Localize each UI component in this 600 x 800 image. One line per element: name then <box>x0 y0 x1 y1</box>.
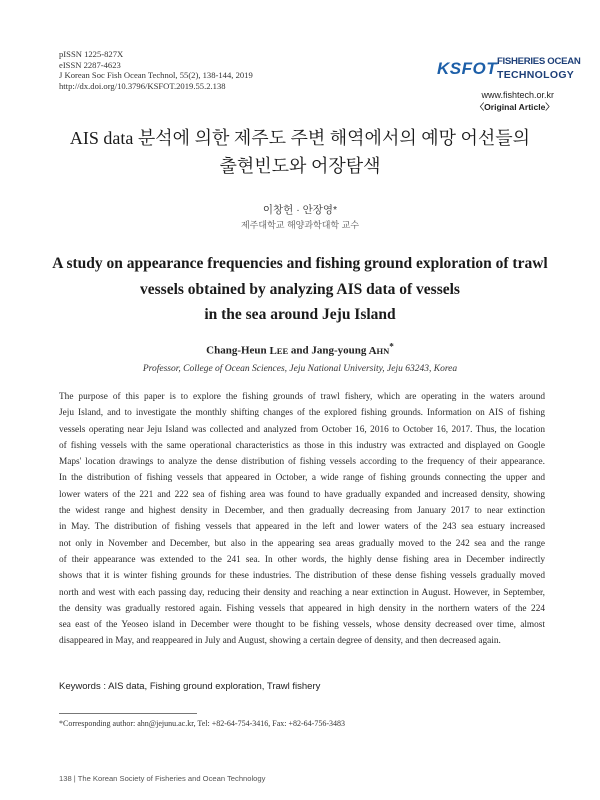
abstract-line: disappeared in May, and reappeared in July and August, showing a certain degree of density, and then decreased again. <box>59 636 501 647</box>
author-1-family-name: LEE <box>269 344 289 357</box>
logo-abbr: KSFOT <box>437 59 498 78</box>
abstract-line: not only in November and December, but also in the appearing sea areas gradually moved to the 242 sea and the range <box>59 538 545 549</box>
page-footer: 138 | The Korean Society of Fisheries and Ocean Technology <box>59 774 266 783</box>
korean-title-line-2: 출현빈도와 어장탐색 <box>219 156 381 176</box>
citation: J Korean Soc Fish Ocean Technol, 55(2), 138-144, 2019 <box>59 70 253 81</box>
abstract-line: Maps' location drawings to analyze the dense distribution of fishing vessels according to the frequency of their appearance. <box>59 457 545 468</box>
pissn: pISSN 1225-827X <box>59 49 124 59</box>
abstract-line: Jeju Island, and to investigate the monthly shifting changes of the explored fishing grounds. Information on AIS of fishing <box>59 408 545 419</box>
article-type: 〈Original Article〉 <box>475 102 554 112</box>
doi-link[interactable]: http://dx.doi.org/10.3796/KSFOT.2019.55.2.138 <box>59 80 226 91</box>
corresponding-author-footnote: *Corresponding author: ahn@jejunu.ac.kr, Tel: +82-64-754-3416, Fax: +82-64-756-3483 <box>59 719 345 728</box>
abstract-line: the density was gradually restored again. Fishing vessels that appeared in high density in the northern waters of the 224 <box>59 603 545 614</box>
authors-conjunction: and <box>290 344 309 357</box>
journal-metadata <box>59 49 253 91</box>
abstract-line: of fishing vessels with the same operational characteristics as those in this industry was extracted and displayed on Google <box>59 440 545 451</box>
author-2-family-name: AHN* <box>368 341 394 357</box>
english-title-line-1: A study on appearance frequencies and fishing ground exploration of trawl <box>52 255 548 272</box>
abstract-line: In the distribution of fishing vessels that appeared in October, a wide range of fishing grounds connecting the upper and <box>59 473 545 484</box>
abstract-line: north and west with each passing day, reducing their density and reaching a near extinction in August. However, in September, <box>59 587 545 598</box>
abstract-line: shows that it is winter fishing grounds for these industries. The distribution of these dense fishing vessels gradually moved <box>59 571 545 582</box>
logo-line2: TECHNOLOGY <box>497 69 575 81</box>
abstract-line: vessels operating near Jeju Island was collected and analyzed from October 16, 2016 to October 16, 2017. Thus, the location <box>59 424 545 435</box>
korean-authors: 이창헌 · 안장영* <box>262 204 338 216</box>
logo-line1: FISHERIES OCEAN <box>497 56 581 67</box>
author-1-given-name: Chang-Heun <box>206 344 267 357</box>
english-title <box>0 251 600 328</box>
abstract-line: the widest range and highest density in December, and then gradually decreasing from January 2017 to near extinction <box>59 506 545 517</box>
abstract-line: sea east of the Yeoseo island in December were thought to be fishing vessels, whose density decreased over time, almost <box>59 620 545 631</box>
journal-website-link[interactable]: www.fishtech.or.kr <box>481 90 554 100</box>
abstract-line: lower waters of the 221 and 222 sea of fishing area was found to have gradually expanded and increased density, showing <box>59 489 545 500</box>
english-affiliation: Professor, College of Ocean Sciences, Jeju National University, Jeju 63243, Korea <box>142 364 458 374</box>
korean-affiliation: 제주대학교 해양과학대학 교수 <box>240 220 360 230</box>
author-2-given-name: Jang-young <box>311 344 367 357</box>
journal-logo <box>437 52 581 88</box>
korean-title <box>0 124 600 180</box>
abstract-line: in May. The distribution of fishing vessels that appeared in the left and lower waters of the 243 sea estuary increased <box>59 522 545 533</box>
english-title-line-3: in the sea around Jeju Island <box>204 306 396 323</box>
abstract-line: The purpose of this paper is to explore the fishing grounds of trawl fishery, which are operating in the waters around <box>59 392 545 402</box>
corresponding-author-mark: * <box>389 341 394 351</box>
abstract <box>59 389 545 650</box>
footnote-divider <box>59 713 197 714</box>
english-authors <box>0 341 600 357</box>
eissn: eISSN 2287-4623 <box>59 59 121 70</box>
keywords: Keywords : AIS data, Fishing ground exploration, Trawl fishery <box>59 681 321 692</box>
english-title-line-2: vessels obtained by analyzing AIS data of vessels <box>140 280 460 298</box>
korean-title-line-1: AIS data 분석에 의한 제주도 주변 해역에서의 예망 어선들의 <box>69 128 531 148</box>
abstract-line: of their appearance was extended to the 241 sea. In other words, the highly dense fishing area in December indirectly <box>59 554 545 565</box>
